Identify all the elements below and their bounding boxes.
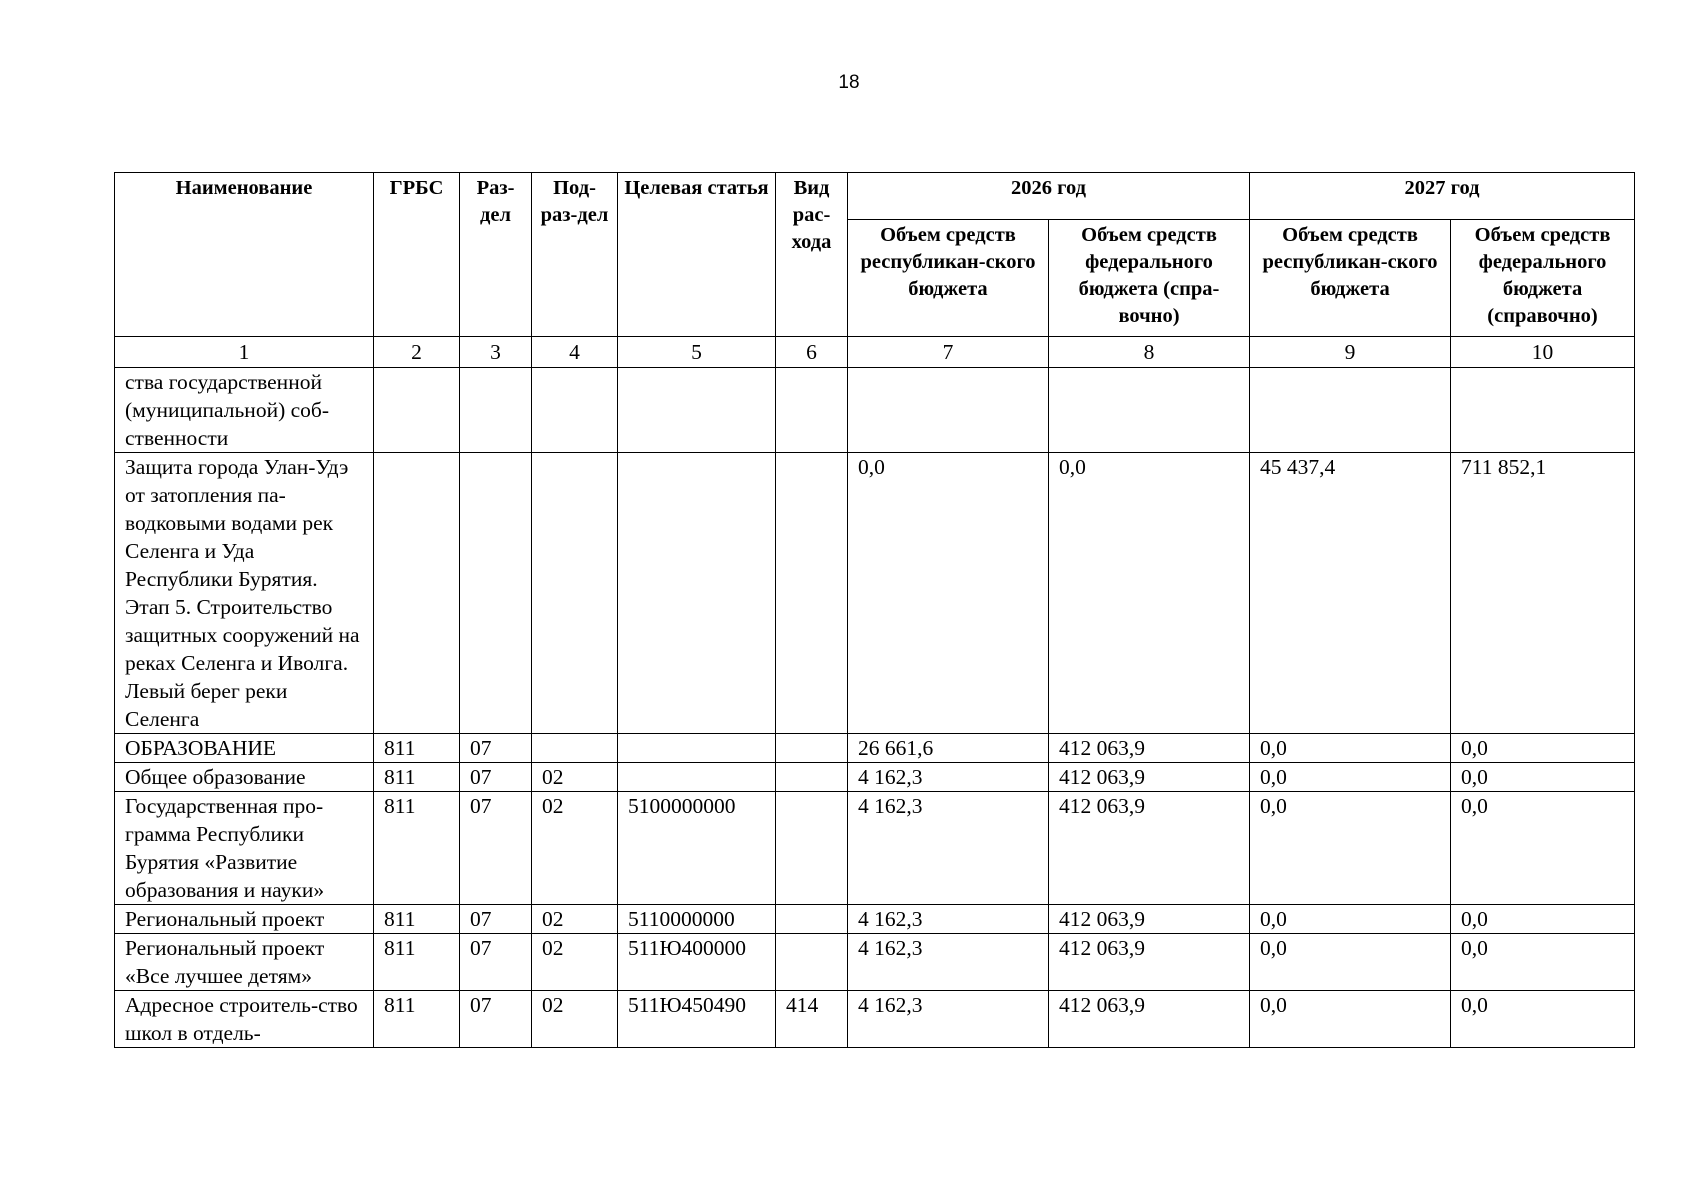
- cell-rep-2026: 0,0: [848, 453, 1049, 734]
- cell-target: 511Ю450490: [618, 991, 776, 1048]
- cell-rep-2027: 0,0: [1250, 991, 1451, 1048]
- cell-razdel: [460, 453, 532, 734]
- cell-fed-2026: [1049, 368, 1250, 453]
- cell-name: Государственная про-грамма Республики Бурятия «Развитие образования и науки»: [115, 792, 374, 905]
- cell-fed-2026: 412 063,9: [1049, 763, 1250, 792]
- table-row: [115, 368, 1635, 453]
- column-number: 10: [1451, 337, 1635, 368]
- header-row: [115, 173, 1635, 220]
- cell-rep-2026: 4 162,3: [848, 792, 1049, 905]
- header-republican-2027: Объем средств республикан-ского бюджета: [1250, 220, 1451, 337]
- cell-rep-2027: 0,0: [1250, 792, 1451, 905]
- cell-grbs: [374, 368, 460, 453]
- header-grbs: ГРБС: [374, 173, 460, 337]
- cell-vid: [776, 905, 848, 934]
- cell-vid: 414: [776, 991, 848, 1048]
- cell-rep-2026: 4 162,3: [848, 763, 1049, 792]
- cell-vid: [776, 734, 848, 763]
- table-row: [115, 453, 1635, 734]
- header-year-2027: 2027 год: [1250, 173, 1635, 220]
- header-podrazdel: Под-раз-дел: [532, 173, 618, 337]
- cell-vid: [776, 934, 848, 991]
- cell-name: Региональный проект «Все лучшее детям»: [115, 934, 374, 991]
- header-federal-2026: Объем средств федерального бюджета (спра-вочно): [1049, 220, 1250, 337]
- cell-target: [618, 368, 776, 453]
- cell-rep-2027: 45 437,4: [1250, 453, 1451, 734]
- cell-fed-2027: 0,0: [1451, 792, 1635, 905]
- cell-podrazdel: 02: [532, 792, 618, 905]
- header-republican-2026: Объем средств республикан-ского бюджета: [848, 220, 1049, 337]
- cell-grbs: 811: [374, 905, 460, 934]
- cell-name: ОБРАЗОВАНИЕ: [115, 734, 374, 763]
- cell-razdel: 07: [460, 991, 532, 1048]
- cell-fed-2026: 412 063,9: [1049, 905, 1250, 934]
- cell-grbs: 811: [374, 792, 460, 905]
- column-number-row: [115, 337, 1635, 368]
- cell-vid: [776, 763, 848, 792]
- cell-podrazdel: 02: [532, 934, 618, 991]
- header-year-2026: 2026 год: [848, 173, 1250, 220]
- cell-fed-2027: 711 852,1: [1451, 453, 1635, 734]
- column-number: 6: [776, 337, 848, 368]
- cell-rep-2027: 0,0: [1250, 905, 1451, 934]
- cell-fed-2026: 412 063,9: [1049, 934, 1250, 991]
- page-number: 18: [838, 72, 860, 93]
- cell-rep-2026: 26 661,6: [848, 734, 1049, 763]
- cell-grbs: 811: [374, 763, 460, 792]
- cell-name: Защита города Улан-Удэ от затопления па-водковыми водами рек Селенга и Уда Республики Бурятия. Этап 5. Строительство защитных сооружений на реках Селенга и Иволга. Левый берег реки Селенга: [115, 453, 374, 734]
- budget-table: [114, 172, 1635, 1048]
- cell-fed-2027: 0,0: [1451, 734, 1635, 763]
- header-federal-2027: Объем средств федерального бюджета (справочно): [1451, 220, 1635, 337]
- cell-target: [618, 734, 776, 763]
- column-number: 8: [1049, 337, 1250, 368]
- cell-fed-2027: 0,0: [1451, 934, 1635, 991]
- cell-rep-2026: [848, 368, 1049, 453]
- cell-razdel: 07: [460, 792, 532, 905]
- cell-target: 5110000000: [618, 905, 776, 934]
- cell-fed-2027: 0,0: [1451, 905, 1635, 934]
- cell-fed-2026: 412 063,9: [1049, 991, 1250, 1048]
- table-row: [115, 734, 1635, 763]
- cell-rep-2027: [1250, 368, 1451, 453]
- cell-razdel: 07: [460, 905, 532, 934]
- column-number: 4: [532, 337, 618, 368]
- cell-name: Общее образование: [115, 763, 374, 792]
- cell-rep-2027: 0,0: [1250, 934, 1451, 991]
- table-row: [115, 991, 1635, 1048]
- table-row: [115, 934, 1635, 991]
- table-row: [115, 792, 1635, 905]
- column-number: 1: [115, 337, 374, 368]
- cell-razdel: 07: [460, 934, 532, 991]
- cell-vid: [776, 792, 848, 905]
- cell-target: 511Ю400000: [618, 934, 776, 991]
- column-number: 2: [374, 337, 460, 368]
- cell-fed-2026: 412 063,9: [1049, 734, 1250, 763]
- table-row: [115, 763, 1635, 792]
- column-number: 5: [618, 337, 776, 368]
- cell-name: ства государственной (муниципальной) соб-ственности: [115, 368, 374, 453]
- cell-name: Региональный проект: [115, 905, 374, 934]
- cell-podrazdel: 02: [532, 905, 618, 934]
- column-number: 7: [848, 337, 1049, 368]
- cell-target: [618, 453, 776, 734]
- cell-name: Адресное строитель-ство школ в отдель-: [115, 991, 374, 1048]
- column-number: 3: [460, 337, 532, 368]
- header-expense-type: Вид рас-хода: [776, 173, 848, 337]
- table-row: [115, 905, 1635, 934]
- cell-fed-2027: 0,0: [1451, 763, 1635, 792]
- column-number: 9: [1250, 337, 1451, 368]
- cell-grbs: 811: [374, 934, 460, 991]
- cell-razdel: 07: [460, 763, 532, 792]
- cell-podrazdel: 02: [532, 763, 618, 792]
- cell-target: [618, 763, 776, 792]
- cell-vid: [776, 368, 848, 453]
- cell-grbs: [374, 453, 460, 734]
- header-name: Наименование: [115, 173, 374, 337]
- cell-razdel: 07: [460, 734, 532, 763]
- cell-fed-2027: [1451, 368, 1635, 453]
- header-razdel: Раз-дел: [460, 173, 532, 337]
- cell-grbs: 811: [374, 734, 460, 763]
- header-target-article: Целевая статья: [618, 173, 776, 337]
- cell-podrazdel: [532, 734, 618, 763]
- cell-rep-2027: 0,0: [1250, 734, 1451, 763]
- cell-grbs: 811: [374, 991, 460, 1048]
- cell-target: 5100000000: [618, 792, 776, 905]
- cell-rep-2026: 4 162,3: [848, 991, 1049, 1048]
- cell-fed-2026: 412 063,9: [1049, 792, 1250, 905]
- cell-podrazdel: [532, 453, 618, 734]
- cell-podrazdel: [532, 368, 618, 453]
- cell-fed-2027: 0,0: [1451, 991, 1635, 1048]
- cell-rep-2026: 4 162,3: [848, 905, 1049, 934]
- cell-vid: [776, 453, 848, 734]
- cell-rep-2026: 4 162,3: [848, 934, 1049, 991]
- cell-razdel: [460, 368, 532, 453]
- cell-rep-2027: 0,0: [1250, 763, 1451, 792]
- cell-podrazdel: 02: [532, 991, 618, 1048]
- cell-fed-2026: 0,0: [1049, 453, 1250, 734]
